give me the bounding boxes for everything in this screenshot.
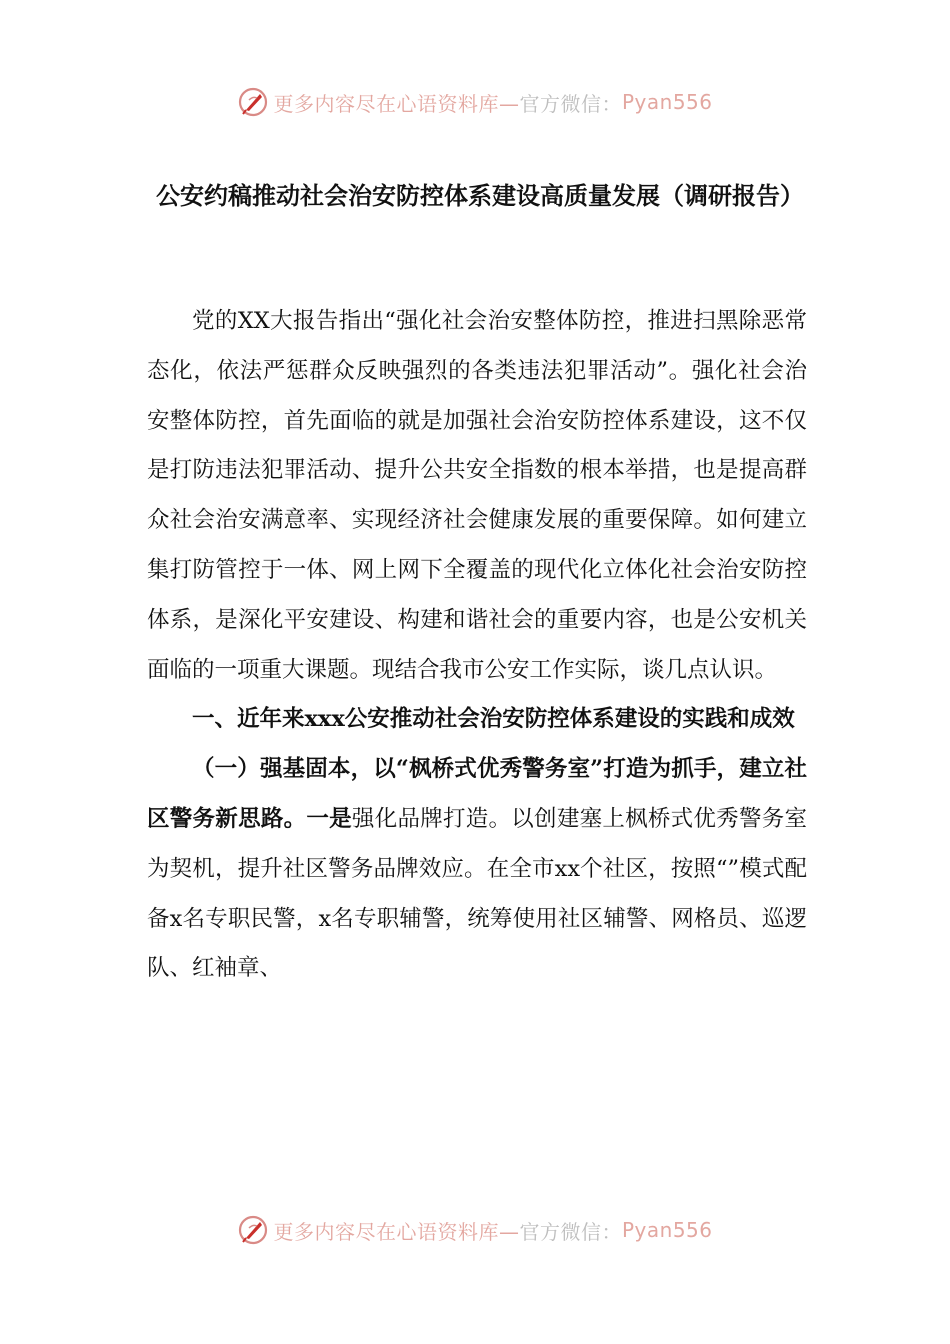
watermark-text: 更多内容尽在心语资料库— — [273, 1219, 520, 1244]
watermark-text: 更多内容尽在心语资料库— — [273, 91, 520, 116]
watermark-wechat-label: 官方微信： — [519, 1219, 622, 1244]
watermark-header — [0, 82, 950, 122]
document-title: 公安约稿推动社会治安防控体系建设高质量发展（调研报告） — [156, 181, 804, 210]
watermark-wechat-id: Pyan556 — [621, 90, 713, 114]
quill-logo-icon — [237, 86, 269, 118]
subsection-paragraph-1 — [147, 745, 807, 994]
subsection-title-1: （一）强基固本，以“枫桥式优秀警务室”打造为抓手，建立社区警务新思路。 — [147, 756, 807, 832]
subsection-text-1: 强化品牌打造。以创建塞上枫桥式优秀警务室为契机，提升社区警务品牌效应。在全市xx个社区，按照“”模式配备x名专职民警，x名专职辅警，统筹使用社区辅警、网格员、巡逻队、红袖章、 — [147, 805, 807, 982]
subsection-lead-1: 一是 — [306, 805, 352, 832]
watermark-wechat-label: 官方微信： — [519, 91, 622, 116]
watermark-footer — [0, 1210, 950, 1250]
watermark-wechat-id: Pyan556 — [621, 1218, 713, 1242]
intro-paragraph: 党的XX大报告指出“强化社会治安整体防控，推进扫黑除恶常态化，依法严惩群众反映强烈的各类违法犯罪活动”。强化社会治安整体防控，首先面临的就是加强社会治安防控体系建设，这不仅是打防违法犯罪活动、提升公共安全指数的根本举措，也是提高群众社会治安满意率、实现经济社会健康发展的重要保障。如何建立集打防管控于一体、网上网下全覆盖的现代化立体化社会治安防控体系，是深化平安建设、构建和谐社会的重要内容，也是公安机关面临的一项重大课题。现结合我市公安工作实际，谈几点认识。 — [147, 308, 807, 683]
quill-logo-icon — [237, 1214, 269, 1246]
section-heading-1: 一、近年来xxx公安推动社会治安防控体系建设的实践和成效 — [192, 706, 795, 733]
document-body — [147, 297, 807, 994]
